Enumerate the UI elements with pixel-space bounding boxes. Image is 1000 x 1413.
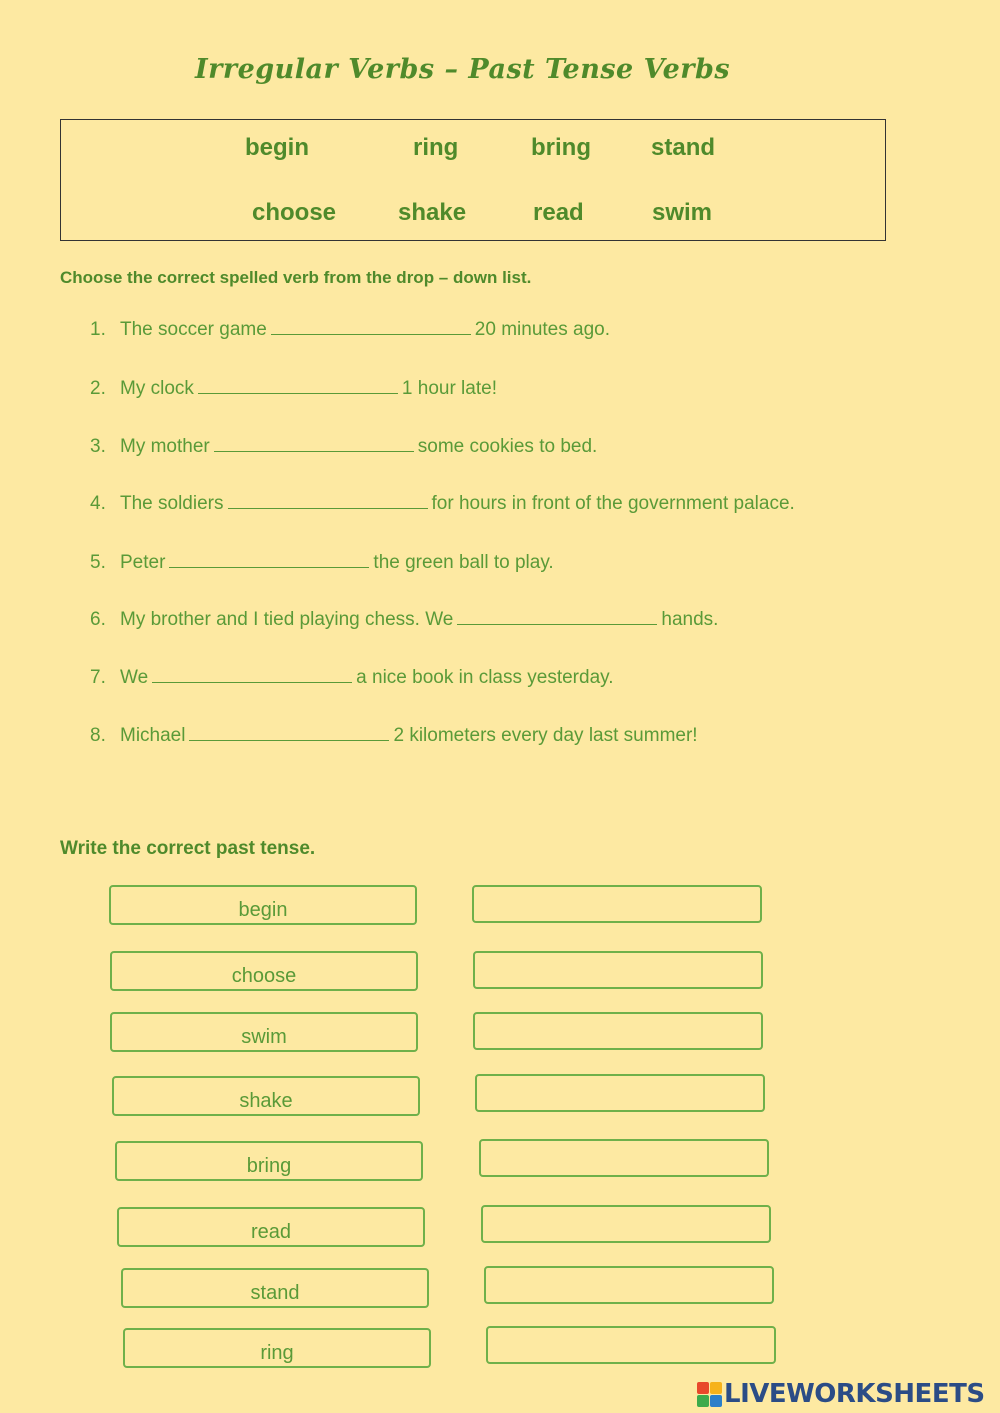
- word-bank-item: swim: [652, 199, 713, 226]
- word-bank-item: bring: [531, 134, 591, 161]
- word-bank-item: choose: [252, 199, 337, 226]
- sentence-number: 6.: [90, 609, 106, 630]
- answer-blank[interactable]: [198, 375, 398, 394]
- verb-label-box: stand: [121, 1268, 429, 1308]
- answer-blank[interactable]: [271, 316, 471, 335]
- verb-label-box: read: [117, 1207, 425, 1247]
- sentence-before: My brother and I tied playing chess. We: [120, 609, 454, 630]
- sentence-number: 5.: [90, 552, 106, 573]
- past-tense-input[interactable]: [473, 1012, 763, 1050]
- sentence-item: [90, 433, 597, 458]
- liveworksheets-logo: [697, 1378, 985, 1410]
- word-bank-item: shake: [398, 199, 467, 226]
- page-title: Irregular Verbs – Past Tense Verbs: [195, 54, 731, 85]
- past-tense-input[interactable]: [472, 885, 762, 923]
- sentence-number: 7.: [90, 667, 106, 688]
- word-bank-item: stand: [651, 134, 716, 161]
- word-bank-item: ring: [413, 134, 459, 161]
- sentence-before: My clock: [120, 378, 194, 399]
- sentence-item: [90, 549, 554, 574]
- sentence-item: [90, 722, 698, 747]
- sentence-before: Peter: [120, 552, 166, 573]
- verb-label-box: swim: [110, 1012, 418, 1052]
- verb-label-box: ring: [123, 1328, 431, 1368]
- answer-blank[interactable]: [228, 490, 428, 509]
- past-tense-input[interactable]: [486, 1326, 776, 1364]
- sentence-before: The soccer game: [120, 319, 267, 340]
- sentence-number: 2.: [90, 378, 106, 399]
- sentence-after: 1 hour late!: [401, 378, 497, 399]
- sentence-after: for hours in front of the government palace.: [431, 493, 795, 514]
- sentence-after: 2 kilometers every day last summer!: [393, 725, 698, 746]
- answer-blank[interactable]: [152, 664, 352, 683]
- sentence-after: a nice book in class yesterday.: [356, 667, 614, 688]
- past-tense-input[interactable]: [479, 1139, 769, 1177]
- instruction-dropdown: Choose the correct spelled verb from the drop – down list.: [60, 268, 532, 287]
- sentence-before: Michael: [120, 725, 186, 746]
- word-bank-item: begin: [245, 134, 309, 161]
- answer-blank[interactable]: [457, 606, 657, 625]
- sentence-before: We: [120, 667, 149, 688]
- instruction-past-tense: Write the correct past tense.: [60, 838, 316, 859]
- verb-label-box: bring: [115, 1141, 423, 1181]
- past-tense-input[interactable]: [473, 951, 763, 989]
- past-tense-input[interactable]: [475, 1074, 765, 1112]
- word-bank: [60, 119, 886, 241]
- sentence-after: hands.: [661, 609, 719, 630]
- sentence-item: [90, 664, 614, 689]
- sentence-item: [90, 375, 497, 400]
- word-bank-item: read: [533, 199, 584, 226]
- sentence-after: some cookies to bed.: [417, 436, 598, 457]
- verb-label-box: begin: [109, 885, 417, 925]
- logo-text: LIVEWORKSHEETS: [724, 1379, 985, 1409]
- sentence-item: [90, 606, 718, 631]
- sentence-before: The soldiers: [120, 493, 224, 514]
- sentence-after: the green ball to play.: [373, 552, 554, 573]
- answer-blank[interactable]: [214, 433, 414, 452]
- sentence-before: My mother: [120, 436, 210, 457]
- sentence-number: 8.: [90, 725, 106, 746]
- sentence-item: [90, 490, 795, 515]
- verb-label-box: choose: [110, 951, 418, 991]
- answer-blank[interactable]: [189, 722, 389, 741]
- past-tense-input[interactable]: [481, 1205, 771, 1243]
- sentence-after: 20 minutes ago.: [474, 319, 610, 340]
- verb-label-box: shake: [112, 1076, 420, 1116]
- liveworksheets-logo-icon: [697, 1382, 722, 1407]
- sentence-number: 1.: [90, 319, 106, 340]
- sentence-item: [90, 316, 610, 341]
- past-tense-input[interactable]: [484, 1266, 774, 1304]
- sentence-number: 3.: [90, 436, 106, 457]
- answer-blank[interactable]: [169, 549, 369, 568]
- sentence-number: 4.: [90, 493, 106, 514]
